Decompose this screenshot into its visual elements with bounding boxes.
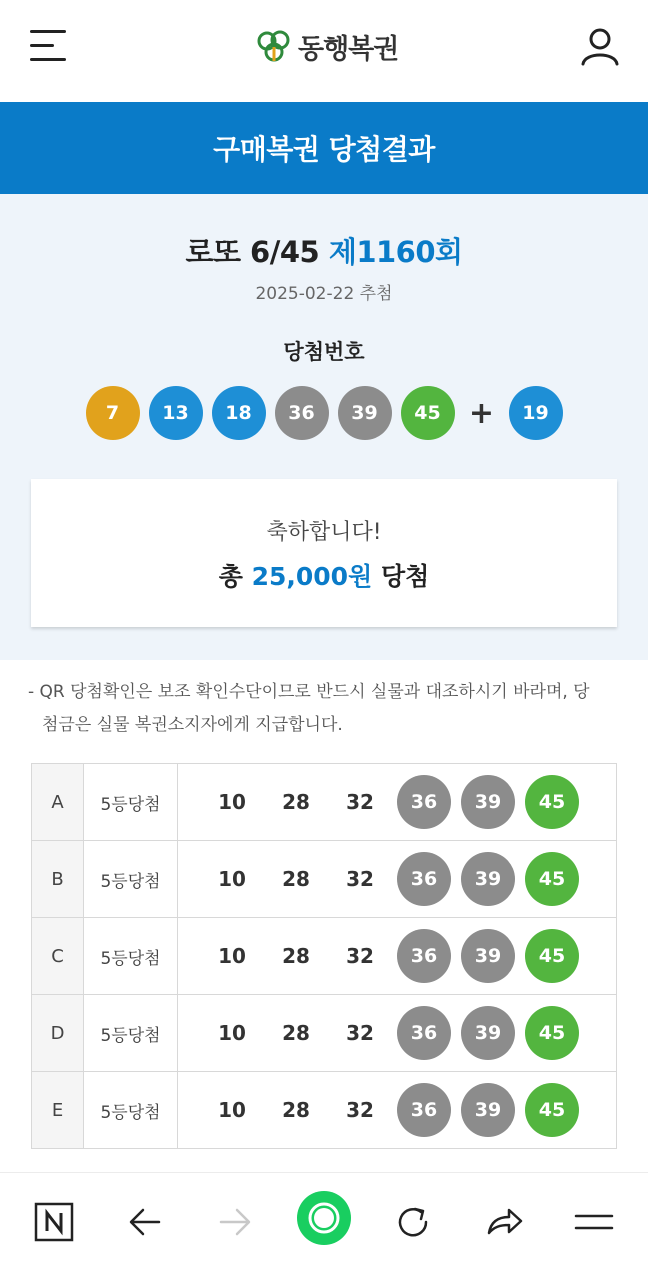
prize-prefix: 총 <box>218 562 243 591</box>
bonus-ball: 19 <box>509 386 563 440</box>
unmatched-number: 32 <box>346 1021 374 1045</box>
prize-amount: 25,000원 <box>251 562 373 591</box>
winning-ball: 45 <box>401 386 455 440</box>
round-title <box>0 230 648 271</box>
naver-n-icon[interactable] <box>31 1199 77 1245</box>
unmatched-number: 32 <box>346 944 374 968</box>
title-band <box>0 102 648 194</box>
matched-ball: 36 <box>397 1006 451 1060</box>
unmatched-number: 28 <box>282 944 310 968</box>
row-letter: E <box>32 1072 84 1149</box>
winning-ball: 13 <box>149 386 203 440</box>
unmatched-number: 28 <box>282 1098 310 1122</box>
row-letter: A <box>32 764 84 841</box>
matched-ball: 39 <box>461 852 515 906</box>
winning-ball: 36 <box>275 386 329 440</box>
top-header <box>0 0 648 102</box>
unmatched-number: 32 <box>346 867 374 891</box>
game-name: 로또 6/45 <box>185 235 320 269</box>
draw-date: 2025-02-22 추첨 <box>255 284 393 304</box>
winning-ball: 39 <box>338 386 392 440</box>
qr-notice <box>28 676 624 742</box>
unmatched-number: 10 <box>218 867 246 891</box>
row-numbers <box>178 995 617 1072</box>
logo[interactable] <box>256 26 398 66</box>
ticket-row <box>32 918 617 995</box>
row-rank: 5등당첨 <box>84 918 178 995</box>
winning-numbers <box>0 386 648 440</box>
unmatched-number: 10 <box>218 1021 246 1045</box>
hamburger-menu-icon[interactable] <box>30 30 66 62</box>
winning-ball: 7 <box>86 386 140 440</box>
unmatched-number: 10 <box>218 790 246 814</box>
draw-info-section <box>0 194 648 660</box>
ticket-row <box>32 841 617 918</box>
ticket-row <box>32 764 617 841</box>
matched-ball: 45 <box>525 1083 579 1137</box>
result-card <box>31 479 617 627</box>
brand-name: 동행복권 <box>298 33 399 65</box>
forward-arrow-icon[interactable] <box>212 1199 258 1245</box>
row-letter: C <box>32 918 84 995</box>
browser-bottom-bar <box>0 1172 648 1274</box>
row-numbers <box>178 764 617 841</box>
prize-line <box>31 557 617 593</box>
unmatched-number: 10 <box>218 1098 246 1122</box>
row-numbers <box>178 918 617 995</box>
unmatched-number: 32 <box>346 790 374 814</box>
row-rank: 5등당첨 <box>84 841 178 918</box>
ticket-table <box>31 763 617 1149</box>
matched-ball: 36 <box>397 1083 451 1137</box>
matched-ball: 45 <box>525 852 579 906</box>
menu-icon[interactable] <box>571 1199 617 1245</box>
row-rank: 5등당첨 <box>84 1072 178 1149</box>
row-numbers <box>178 1072 617 1149</box>
notice-line: 첨금은 실물 복권소지자에게 지급합니다. <box>42 715 343 735</box>
matched-ball: 45 <box>525 775 579 829</box>
matched-ball: 36 <box>397 852 451 906</box>
matched-ball: 39 <box>461 929 515 983</box>
winning-numbers-label: 당첨번호 <box>283 340 365 364</box>
round-number: 제1160회 <box>328 235 463 269</box>
congrats-text: 축하합니다! <box>266 520 382 545</box>
row-numbers <box>178 841 617 918</box>
plus-sign: + <box>468 395 495 431</box>
unmatched-number: 28 <box>282 867 310 891</box>
ticket-row <box>32 1072 617 1149</box>
reload-icon[interactable] <box>390 1199 436 1245</box>
green-home-icon[interactable] <box>297 1191 351 1245</box>
row-letter: D <box>32 995 84 1072</box>
matched-ball: 39 <box>461 775 515 829</box>
unmatched-number: 32 <box>346 1098 374 1122</box>
back-arrow-icon[interactable] <box>122 1199 168 1245</box>
row-rank: 5등당첨 <box>84 995 178 1072</box>
share-icon[interactable] <box>481 1199 527 1245</box>
matched-ball: 39 <box>461 1006 515 1060</box>
notice-line: - QR 당첨확인은 보조 확인수단이므로 반드시 실물과 대조하시기 바라며, 당 <box>28 682 590 702</box>
winning-ball: 18 <box>212 386 266 440</box>
matched-ball: 36 <box>397 775 451 829</box>
matched-ball: 36 <box>397 929 451 983</box>
unmatched-number: 28 <box>282 1021 310 1045</box>
matched-ball: 45 <box>525 1006 579 1060</box>
unmatched-number: 10 <box>218 944 246 968</box>
page-title: 구매복권 당첨결과 <box>213 133 435 166</box>
ticket-row <box>32 995 617 1072</box>
clover-logo-icon <box>256 29 292 63</box>
row-letter: B <box>32 841 84 918</box>
matched-ball: 45 <box>525 929 579 983</box>
unmatched-number: 28 <box>282 790 310 814</box>
row-rank: 5등당첨 <box>84 764 178 841</box>
prize-suffix: 당첨 <box>380 562 430 591</box>
matched-ball: 39 <box>461 1083 515 1137</box>
user-icon[interactable] <box>578 24 622 68</box>
